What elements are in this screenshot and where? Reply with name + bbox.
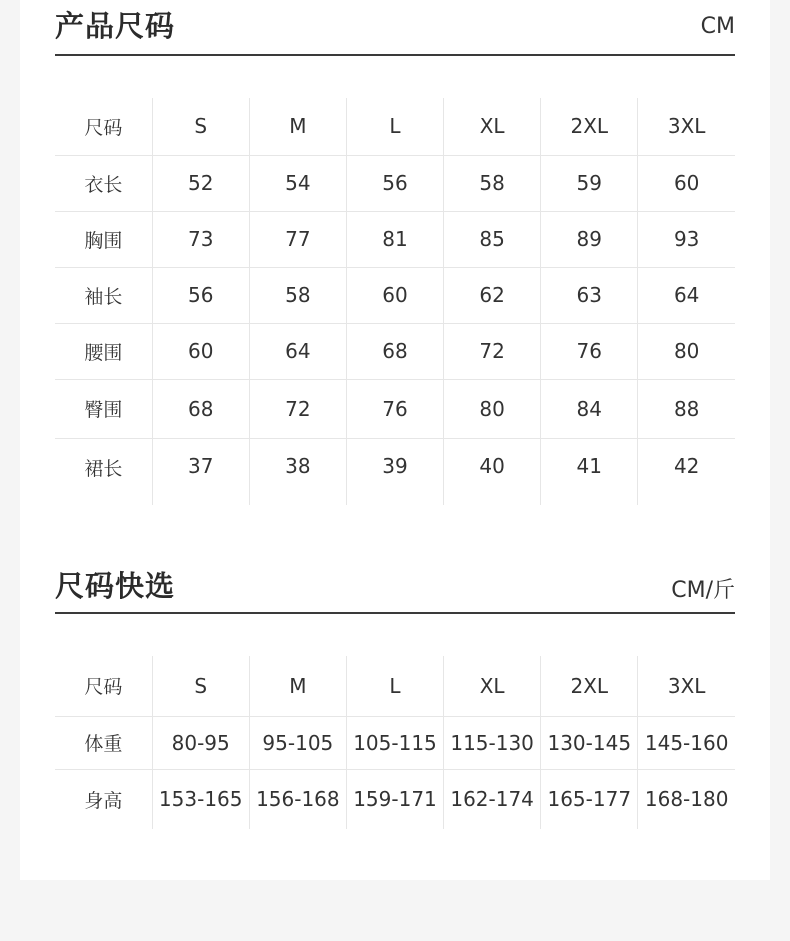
table-row <box>55 716 735 769</box>
table-cell: 115-130 <box>444 716 541 769</box>
row-label: 臀围 <box>55 379 152 438</box>
table-cell: 52 <box>152 155 249 211</box>
table-cell: 59 <box>541 155 638 211</box>
table-cell: 88 <box>638 379 735 438</box>
table-cell: 77 <box>249 211 346 267</box>
table-cell: 80-95 <box>152 716 249 769</box>
product-size-title: 产品尺码 <box>55 9 176 43</box>
quick-size-header <box>55 560 735 614</box>
table-cell: 168-180 <box>638 769 735 829</box>
product-size-table <box>55 98 735 505</box>
row-label: 体重 <box>55 716 152 769</box>
table-cell: 63 <box>541 267 638 323</box>
table-row <box>55 155 735 211</box>
quick-size-table <box>55 656 735 829</box>
table-cell: 64 <box>249 323 346 379</box>
table-cell: 130-145 <box>541 716 638 769</box>
table-header-cell: 尺码 <box>55 98 152 155</box>
table-header-cell: L <box>346 98 443 155</box>
table-row <box>55 267 735 323</box>
table-cell: 80 <box>638 323 735 379</box>
table-cell: 64 <box>638 267 735 323</box>
table-cell: 39 <box>346 438 443 505</box>
table-cell: 56 <box>152 267 249 323</box>
table-header-row <box>55 98 735 155</box>
table-row <box>55 769 735 829</box>
table-header-cell: S <box>152 98 249 155</box>
table-cell: 72 <box>444 323 541 379</box>
table-header-cell: XL <box>444 98 541 155</box>
table-header-cell: 3XL <box>638 656 735 716</box>
quick-size-title: 尺码快选 <box>55 569 176 603</box>
table-cell: 76 <box>346 379 443 438</box>
table-row <box>55 379 735 438</box>
quick-size-unit: CM/斤 <box>671 578 735 603</box>
table-cell: 68 <box>152 379 249 438</box>
table-cell: 93 <box>638 211 735 267</box>
table-cell: 62 <box>444 267 541 323</box>
table-cell: 76 <box>541 323 638 379</box>
table-cell: 156-168 <box>249 769 346 829</box>
table-cell: 165-177 <box>541 769 638 829</box>
table-header-cell: 2XL <box>541 656 638 716</box>
table-cell: 81 <box>346 211 443 267</box>
row-label: 衣长 <box>55 155 152 211</box>
table-cell: 84 <box>541 379 638 438</box>
product-size-unit: CM <box>700 14 735 39</box>
table-cell: 58 <box>444 155 541 211</box>
table-row <box>55 211 735 267</box>
table-cell: 37 <box>152 438 249 505</box>
table-cell: 60 <box>638 155 735 211</box>
table-cell: 95-105 <box>249 716 346 769</box>
table-cell: 42 <box>638 438 735 505</box>
row-label: 身高 <box>84 789 123 812</box>
table-cell: 145-160 <box>638 716 735 769</box>
table-cell: 56 <box>346 155 443 211</box>
table-row <box>55 438 735 505</box>
table-cell: 153-165 <box>152 769 249 829</box>
table-header-row <box>55 656 735 716</box>
table-cell: 58 <box>249 267 346 323</box>
product-size-header <box>55 0 735 56</box>
table-row <box>55 323 735 379</box>
table-header-cell: 尺码 <box>55 656 152 716</box>
row-label: 袖长 <box>55 267 152 323</box>
table-header-cell: 3XL <box>638 98 735 155</box>
table-cell: 162-174 <box>444 769 541 829</box>
table-cell: 38 <box>249 438 346 505</box>
table-cell: 89 <box>541 211 638 267</box>
table-cell: 68 <box>346 323 443 379</box>
table-header-cell: 2XL <box>541 98 638 155</box>
table-header-cell: M <box>249 656 346 716</box>
table-cell: 80 <box>444 379 541 438</box>
table-header-cell: S <box>152 656 249 716</box>
table-cell: 85 <box>444 211 541 267</box>
row-label: 裙长 <box>84 457 123 480</box>
row-label: 腰围 <box>55 323 152 379</box>
table-cell: 60 <box>346 267 443 323</box>
table-cell: 72 <box>249 379 346 438</box>
table-header-cell: M <box>249 98 346 155</box>
table-cell: 159-171 <box>346 769 443 829</box>
table-cell: 54 <box>249 155 346 211</box>
table-header-cell: XL <box>444 656 541 716</box>
table-cell: 60 <box>152 323 249 379</box>
row-label: 胸围 <box>55 211 152 267</box>
table-cell: 40 <box>444 438 541 505</box>
table-cell: 105-115 <box>346 716 443 769</box>
table-cell: 41 <box>541 438 638 505</box>
table-cell: 73 <box>152 211 249 267</box>
table-header-cell: L <box>346 656 443 716</box>
